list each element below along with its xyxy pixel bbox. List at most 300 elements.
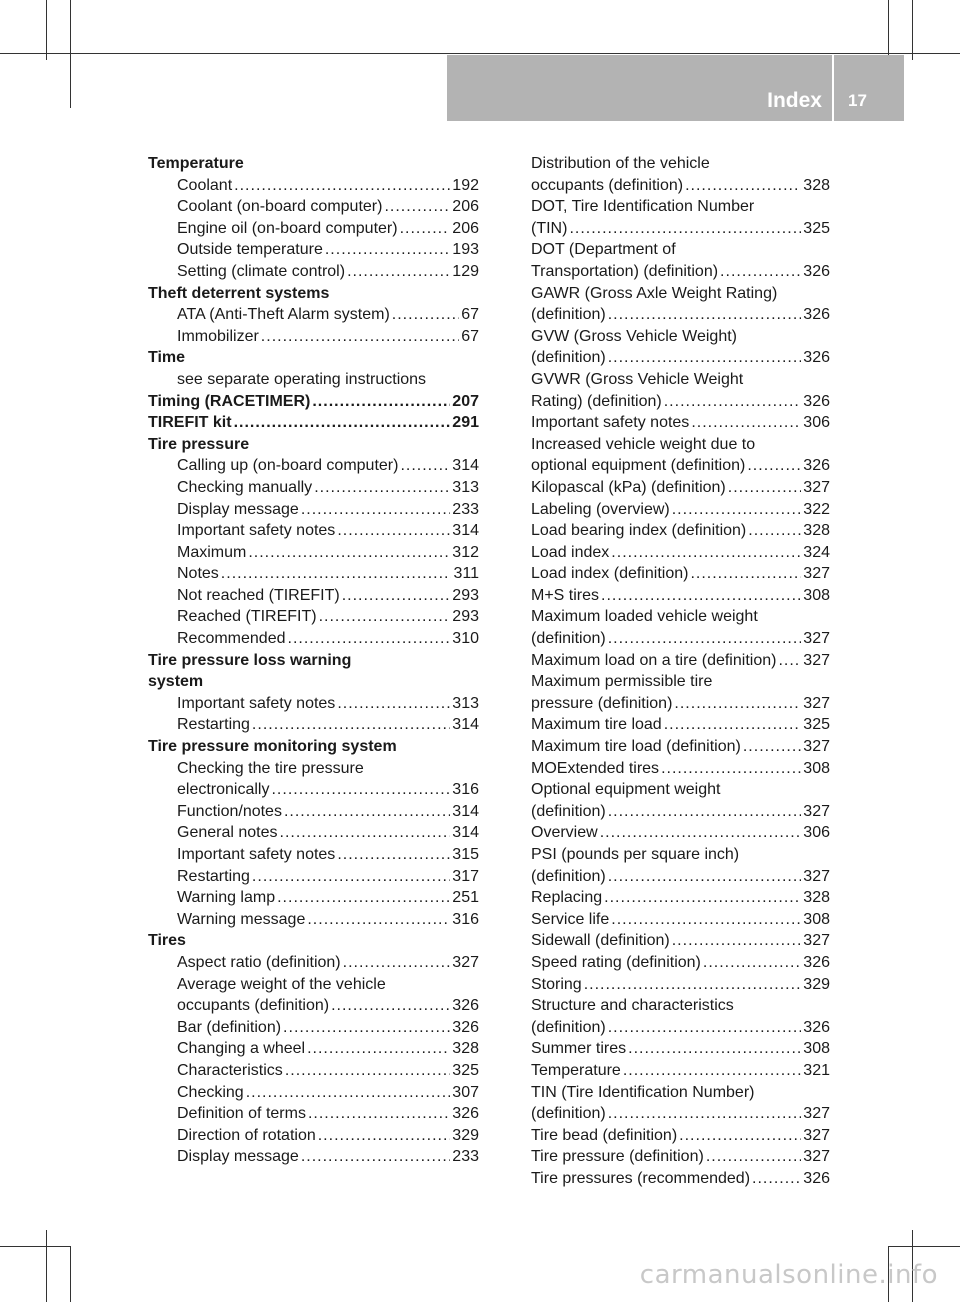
index-entry [148,369,479,391]
index-entry-text: Replacing [531,889,603,907]
index-entry-page: 311 [453,565,479,583]
index-entry-text: Timing (RACETIMER) [148,392,311,410]
dot-leader [611,909,801,931]
index-entry [148,952,479,974]
index-entry [148,261,479,283]
index-entry-text: Tire pressure [148,435,250,453]
index-entry-text: MOExtended tires [531,759,660,777]
index-entry-page: 314 [452,802,479,820]
index-entry-text: Coolant [177,176,233,194]
index-entry-text: Load index (definition) [531,565,689,583]
dot-leader [347,261,450,283]
index-entry [531,175,830,197]
index-entry-text: Structure and characteristics [531,997,734,1015]
index-entry-page: 328 [452,1040,479,1058]
index-entry [148,671,479,693]
index-entry-page: 251 [452,889,479,907]
index-entry-text: occupants (definition) [531,176,684,194]
index-entry-page: 327 [803,630,830,648]
index-entry-page: 326 [803,1169,830,1187]
dot-leader [778,650,801,672]
index-entry-text: Maximum load on a tire (definition) [531,651,777,669]
index-entry-text: Important safety notes [177,694,336,712]
index-entry [531,628,830,650]
index-entry-page: 327 [803,651,830,669]
index-entry-text: PSI (pounds per square inch) [531,846,740,863]
index-entry [148,239,479,261]
index-entry-text: Summer tires [531,1040,627,1058]
index-entry-page: 327 [803,802,830,820]
dot-leader [674,693,801,715]
index-entry-text: Calling up (on-board computer) [177,457,399,475]
index-entry [531,909,830,931]
index-entry-text: Tires [148,932,186,950]
dot-leader [743,736,801,758]
index-entry-page: 192 [452,176,479,194]
index-entry-text: Tire pressures (recommended) [531,1169,751,1187]
index-entry-text: Increased vehicle weight due to [531,435,756,453]
index-entry-text: (TIN) [531,219,568,237]
index-entry-page: 314 [452,824,479,842]
index-entry-text: Recommended [177,630,286,648]
index-entry [148,585,479,607]
index-entry [148,347,479,369]
index-entry-page: 326 [803,262,830,280]
index-entry [148,866,479,888]
index-entry-page: 193 [452,241,479,259]
index-entry-text: Engine oil (on-board computer) [177,219,398,237]
index-entry-page: 315 [452,846,479,863]
dot-leader [307,1038,450,1060]
header-divider [832,55,834,121]
dot-leader [608,866,802,888]
dot-leader [261,326,459,348]
index-entry [148,1082,479,1104]
index-entry [531,391,830,413]
index-entry-page: 313 [452,694,479,712]
index-entry-text: electronically [177,781,270,799]
index-entry-page: 310 [452,630,479,648]
dot-leader [284,801,450,823]
index-entry-page: 326 [803,1018,830,1036]
index-entry-text: Tire pressure monitoring system [148,738,397,756]
dot-leader [623,1060,801,1082]
index-entry-text: Notes [177,565,219,583]
index-entry-text: Temperature [531,1061,621,1079]
index-entry [148,930,479,952]
index-entry [531,499,830,521]
dot-leader [703,952,801,974]
index-entry-text: (definition) [531,867,606,885]
index-entry [148,326,479,348]
index-entry-text: Tire pressure loss warning [148,651,352,669]
index-entry-page: 206 [452,198,479,216]
dot-leader [271,779,450,801]
dot-leader [314,477,450,499]
index-entry [531,736,830,758]
index-entry [531,326,830,348]
dot-leader [325,239,450,261]
index-entry-page: 316 [452,781,479,799]
index-entry [531,1082,830,1104]
dot-leader [747,455,801,477]
dot-leader [569,218,801,240]
index-entry-text: Average weight of the vehicle [177,975,386,993]
index-entry [531,153,830,175]
index-entry-text: Function/notes [177,802,282,820]
index-entry-text: (definition) [531,306,606,324]
crop-mark [0,53,960,54]
index-entry [531,995,830,1017]
index-entry-page: 312 [452,543,479,561]
index-entry [531,822,830,844]
dot-leader [319,606,451,628]
index-entry-text: TIN (Tire Identification Number) [531,1083,755,1101]
index-entry-text: Time [148,349,186,367]
index-entry-text: occupants (definition) [177,997,330,1015]
index-entry-page: 328 [803,176,830,194]
index-entry-text: Labeling (overview) [531,500,670,518]
dot-leader [221,563,452,585]
dot-leader [664,391,802,413]
dot-leader [337,693,450,715]
index-entry-page: 327 [803,565,830,583]
index-entry-text: Rating) (definition) [531,392,662,410]
index-entry [148,650,479,672]
index-entry-page: 327 [803,738,830,756]
index-entry [531,434,830,456]
watermark: carmanualsonline.info [639,1260,938,1290]
index-entry [148,1146,479,1168]
index-entry [148,693,479,715]
crop-mark [912,0,913,60]
index-entry [531,585,830,607]
dot-leader [601,585,801,607]
index-entry [148,218,479,240]
index-entry [531,887,830,909]
dot-leader [301,1146,450,1168]
index-entry [148,779,479,801]
index-entry-page: 306 [803,414,830,432]
page-title: Index [767,89,822,112]
index-entry-text: Checking [177,1083,244,1101]
dot-leader [752,1168,801,1190]
index-entry [531,844,830,866]
index-entry [531,779,830,801]
index-entry-page: 327 [803,478,830,496]
index-entry [148,520,479,542]
index-entry-text: Warning lamp [177,889,276,907]
index-entry-text: General notes [177,824,278,842]
index-entry-page: 308 [803,586,830,604]
index-entry-text: Display message [177,500,299,518]
dot-leader [246,1082,451,1104]
index-entry-page: 327 [803,867,830,885]
index-column-left [148,153,479,1168]
index-entry-text: (definition) [531,349,606,367]
dot-leader [608,347,802,369]
dot-leader [280,822,451,844]
dot-leader [234,412,451,434]
dot-leader [608,1017,802,1039]
dot-leader [611,542,801,564]
index-entry-page: 325 [452,1061,479,1079]
index-entry [531,412,830,434]
index-entry [531,304,830,326]
index-entry-text: system [148,673,204,691]
index-entry-page: 291 [452,414,479,432]
dot-leader [608,628,802,650]
index-entry-text: DOT, Tire Identification Number [531,198,755,216]
index-entry [148,1017,479,1039]
dot-leader [301,499,450,521]
index-entry-page: 325 [803,716,830,734]
index-entry-text: Tire pressure (definition) [531,1148,704,1166]
index-entry-text: Restarting [177,867,250,885]
dot-leader [252,714,450,736]
index-entry-text: Checking the tire pressure [177,759,364,777]
index-entry-text: ATA (Anti-Theft Alarm system) [177,306,390,324]
index-entry [148,844,479,866]
index-entry-text: Reached (TIREFIT) [177,608,317,626]
dot-leader [248,542,450,564]
index-entry [148,391,479,413]
dot-leader [400,455,450,477]
index-entry-page: 67 [461,327,479,345]
index-entry-page: 327 [803,932,830,950]
dot-leader [337,844,450,866]
index-entry-text: Definition of terms [177,1105,306,1123]
index-entry-text: Bar (definition) [177,1018,282,1036]
index-entry-text: TIREFIT kit [148,414,232,432]
index-entry-page: 317 [452,867,479,885]
index-entry [531,218,830,240]
index-entry-page: 314 [452,522,479,540]
index-entry [148,736,479,758]
dot-leader [342,585,451,607]
index-entry [148,563,479,585]
index-entry-page: 326 [803,392,830,410]
index-entry-text: Changing a wheel [177,1040,306,1058]
index-entry-text: Load bearing index (definition) [531,522,747,540]
dot-leader [748,520,801,542]
index-entry-text: Service life [531,910,610,928]
index-entry-page: 308 [803,910,830,928]
index-entry-text: (definition) [531,802,606,820]
index-entry-text: Tire bead (definition) [531,1126,678,1144]
index-entry-page: 293 [452,586,479,604]
dot-leader [318,1125,451,1147]
dot-leader [672,499,802,521]
index-entry-text: GAWR (Gross Axle Weight Rating) [531,284,778,302]
index-entry-page: 321 [803,1061,830,1079]
index-entry [531,477,830,499]
index-entry-page: 129 [452,262,479,280]
dot-leader [337,520,450,542]
index-entry-text: Outside temperature [177,241,323,259]
index-entry-page: 326 [803,457,830,475]
index-entry [531,347,830,369]
index-entry-page: 326 [452,1018,479,1036]
index-entry-text: (definition) [531,1018,606,1036]
index-entry [531,693,830,715]
index-entry-page: 293 [452,608,479,626]
index-entry-text: Warning message [177,910,306,928]
index-entry-page: 307 [452,1083,479,1101]
index-entry-page: 327 [803,1126,830,1144]
index-entry-text: Immobilizer [177,327,259,345]
dot-leader [608,801,802,823]
index-entry-text: GVWR (Gross Vehicle Weight [531,370,744,388]
dot-leader [285,1060,450,1082]
index-entry [531,1125,830,1147]
index-entry-page: 326 [803,349,830,367]
index-entry-text: Not reached (TIREFIT) [177,586,340,604]
index-entry-text: Coolant (on-board computer) [177,198,383,216]
index-entry [148,995,479,1017]
index-entry [148,477,479,499]
dot-leader [608,1103,802,1125]
dot-leader [343,952,451,974]
index-entry-page: 308 [803,759,830,777]
index-entry-text: Theft deterrent systems [148,284,330,302]
index-entry [148,1125,479,1147]
dot-leader [331,995,450,1017]
index-entry [148,1103,479,1125]
index-entry-page: 313 [452,478,479,496]
index-entry [531,1103,830,1125]
index-entry-text: Overview [531,824,598,842]
index-entry-text: Important safety notes [177,846,336,863]
index-entry [531,455,830,477]
dot-leader [307,909,450,931]
index-entry-text: Maximum permissible tire [531,673,713,691]
index-entry-text: Sidewall (definition) [531,932,670,950]
index-entry-page: 326 [803,306,830,324]
dot-leader [720,261,801,283]
index-entry [531,261,830,283]
index-entry-text: GVW (Gross Vehicle Weight) [531,327,737,345]
index-entry-text: Transportation) (definition) [531,262,719,280]
dot-leader [234,175,450,197]
index-entry-text: Optional equipment weight [531,781,721,799]
index-entry-page: 233 [452,500,479,518]
index-entry-page: 327 [803,1148,830,1166]
index-entry-text: DOT (Department of [531,241,676,259]
index-entry-page: 325 [803,219,830,237]
index-entry-text: Storing [531,975,582,993]
index-entry [148,801,479,823]
index-entry-text: Maximum [177,543,247,561]
dot-leader [600,822,802,844]
index-entry [148,714,479,736]
index-entry-page: 67 [461,306,479,324]
dot-leader [679,1125,801,1147]
crop-mark [888,1246,960,1247]
index-entry-text: Checking manually [177,478,313,496]
index-entry [148,974,479,996]
index-entry-page: 326 [452,1105,479,1123]
index-entry [531,930,830,952]
index-entry-page: 314 [452,457,479,475]
index-entry-page: 327 [803,694,830,712]
dot-leader [706,1146,801,1168]
index-entry [148,304,479,326]
index-entry-text: Load index [531,543,610,561]
index-entry-page: 233 [452,1148,479,1166]
index-entry [148,909,479,931]
dot-leader [661,758,801,780]
index-entry [531,952,830,974]
index-entry-text: Maximum loaded vehicle weight [531,608,758,626]
index-entry-text: Direction of rotation [177,1126,316,1144]
index-entry-page: 327 [452,953,479,971]
crop-mark [46,1230,47,1302]
index-entry-page: 322 [803,500,830,518]
index-entry-page: 207 [452,392,479,410]
index-entry [148,434,479,456]
index-entry [531,714,830,736]
dot-leader [664,714,802,736]
index-entry [148,283,479,305]
index-entry [531,542,830,564]
page-number: 17 [848,91,867,110]
index-entry-text: Important safety notes [177,522,336,540]
dot-leader [690,563,801,585]
index-entry-text: Speed rating (definition) [531,953,701,971]
index-entry-text: optional equipment (definition) [531,457,746,475]
dot-leader [312,391,450,413]
index-entry-page: 326 [803,953,830,971]
index-entry [531,563,830,585]
index-entry-page: 328 [803,889,830,907]
index-entry-page: 308 [803,1040,830,1058]
dot-leader [672,930,802,952]
index-entry-text: pressure (definition) [531,694,673,712]
index-entry-page: 326 [452,997,479,1015]
index-entry-text: Aspect ratio (definition) [177,953,341,971]
index-entry-page: 329 [803,975,830,993]
index-entry [531,1038,830,1060]
index-entry [148,822,479,844]
header-bar [447,55,904,121]
dot-leader [288,628,451,650]
dot-leader [252,866,450,888]
index-entry-text: (definition) [531,1105,606,1123]
dot-leader [277,887,450,909]
index-entry-text: Distribution of the vehicle [531,155,710,172]
index-entry-page: 306 [803,824,830,842]
index-entry-text: Display message [177,1148,299,1166]
crop-mark [70,0,71,108]
index-entry-page: 314 [452,716,479,734]
index-entry [148,153,479,175]
dot-leader [604,887,801,909]
index-entry [148,628,479,650]
index-entry [148,175,479,197]
index-entry [531,801,830,823]
dot-leader [384,196,450,218]
index-entry-text: Setting (climate control) [177,262,346,280]
index-entry-page: 328 [803,522,830,540]
dot-leader [308,1103,450,1125]
index-entry [148,542,479,564]
index-entry [148,606,479,628]
index-entry [531,866,830,888]
index-entry [531,671,830,693]
crop-mark [70,1246,71,1302]
index-entry-page: 316 [452,910,479,928]
